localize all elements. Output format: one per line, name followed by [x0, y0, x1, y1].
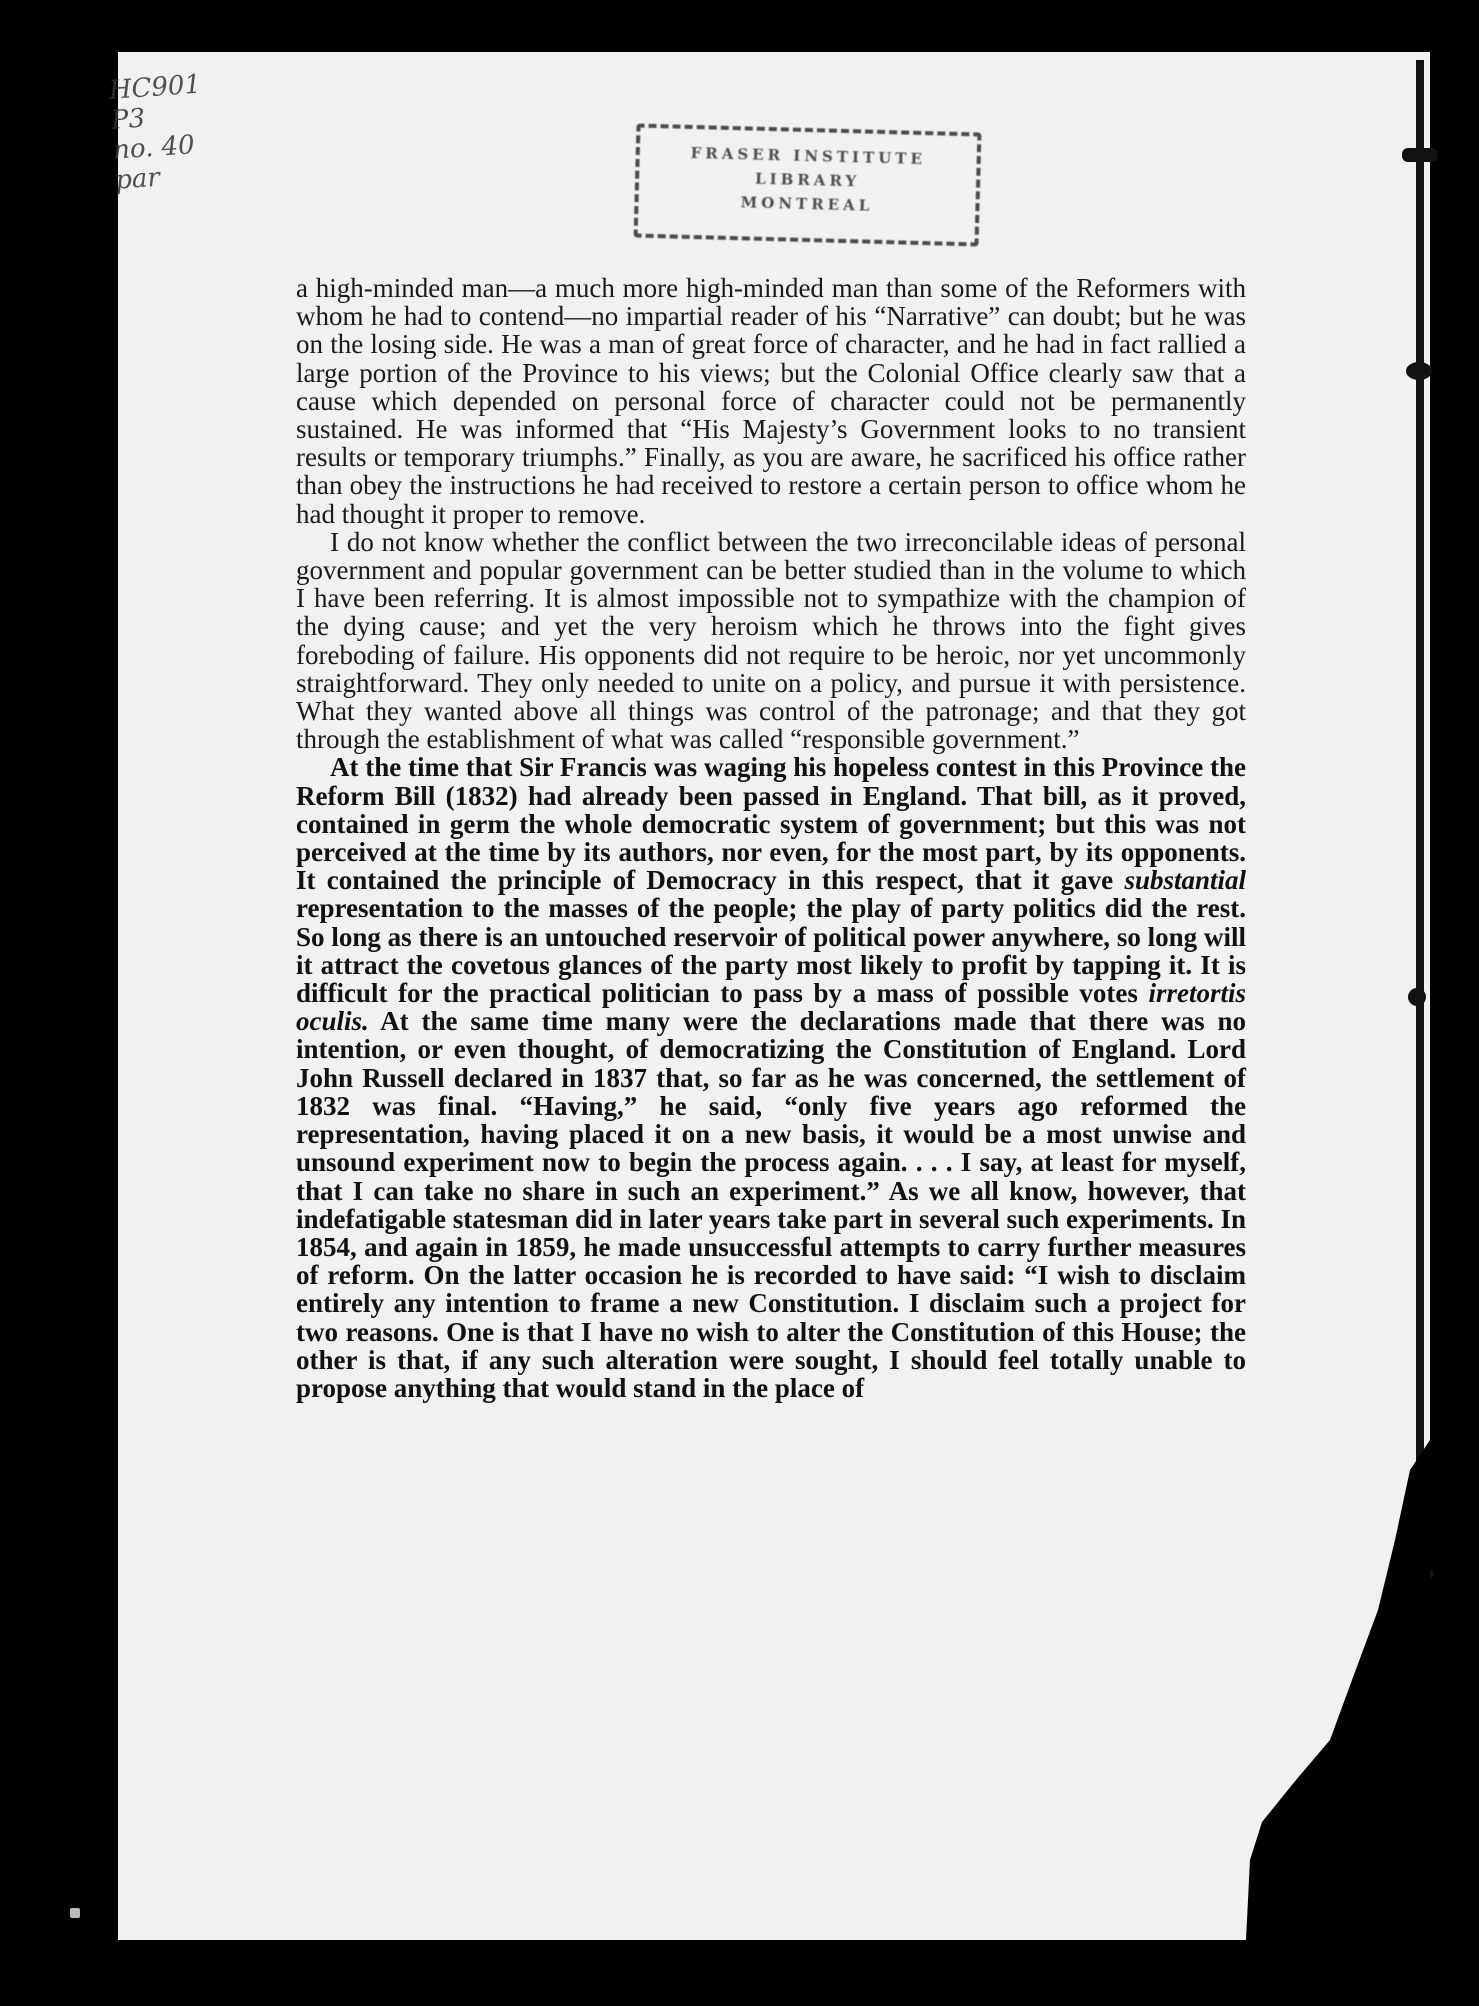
stamp-line: MONTREAL: [740, 193, 874, 215]
scan-artifact-mark: [70, 1908, 80, 1918]
paragraph-1: a high-minded man—a much more high-minded man than some of the Reformers with whom he had to contend—no impartial reader of his “Narrative” can doubt; but he was on the losing side. He was a man of great force of character, and he had in fact rallied a large portion of the Province to his views; but the Colonial Office clearly saw that a cause which depended on personal force of character could not be permanently sustained. He was informed that “His Majesty’s Government looks to no transient results or temporary triumphs.” Finally, as you are aware, he sacrificed his office rather than obey the instructions he had received to restore a certain person to office whom he had thought it proper to remove.: [296, 273, 1246, 529]
paragraph-3-text: representation to the masses of the people; the play of party politics did the rest. So long as there is an untouched reservoir of political power anywhere, so long will it attract the covetous glances of the party most likely to profit by tapping it. It is difficult for the practical politician to pass by a mass of possible votes: [296, 893, 1246, 1009]
body-text: [296, 274, 1246, 1402]
italic-term: irretortis oculis.: [296, 978, 1246, 1037]
library-stamp: [634, 124, 982, 247]
paragraph-3: [296, 753, 1246, 1402]
italic-term: substantial: [1124, 865, 1246, 896]
binding-clip-mark: [1408, 988, 1426, 1006]
binding-clip-mark: [1406, 362, 1432, 380]
paragraph-2: I do not know whether the conflict between the two irreconcilable ideas of personal government and popular government can be better studied than in the volume to which I have been referring. It is almost impossible not to sympathize with the champion of the dying cause; and yet the very heroism which he throws into the fight gives foreboding of failure. His opponents did not require to be heroic, nor yet uncommonly straightforward. They only needed to unite on a policy, and pursue it with persistence. What they wanted above all things was control of the patronage; and that they got through the establishment of what was called “responsible government.”: [296, 526, 1246, 755]
stamp-line: LIBRARY: [754, 169, 861, 191]
stamp-line: FRASER INSTITUTE: [690, 143, 927, 169]
binding-clip-mark: [1402, 148, 1438, 162]
binding-clip-mark: [1404, 1566, 1434, 1582]
paragraph-3-text: At the time that Sir Francis was waging his hopeless contest in this Province the Reform Bill (1832) had already been passed in England. That bill, as it proved, contained in germ the whole democratic system of government; but this was not perceived at the time by its authors, nor even, for the most part, by its opponents. It contained the principle of Democracy in this respect, that it gave: [296, 752, 1246, 896]
handwritten-margin-note: HC901 P3 no. 40 par: [107, 69, 203, 196]
paragraph-3-text: At the same time many were the declarations made that there was no intention, or even thought, of democratizing the Constitution of England. Lord John Russell declared in 1837 that, so far as he was concerned, the settlement of 1832 was final. “Having,” he said, “only five years ago reformed the representation, having placed it on a new basis, it would be a most unwise and unsound experiment now to begin the process again. . . . I say, at least for myself, that I can take no share in such an experiment.” As we all know, however, that indefatigable statesman did in later years take part in several such experiments. In 1854, and again in 1859, he made unsuccessful attempts to carry further measures of reform. On the latter occasion he is recorded to have said: “I wish to disclaim entirely any intention to frame a new Constitution. I disclaim such a project for two reasons. One is that I have no wish to alter the Constitution of this House; the other is that, if any such alteration were sought, I should feel totally unable to propose anything that would stand in the place of: [296, 1006, 1246, 1403]
